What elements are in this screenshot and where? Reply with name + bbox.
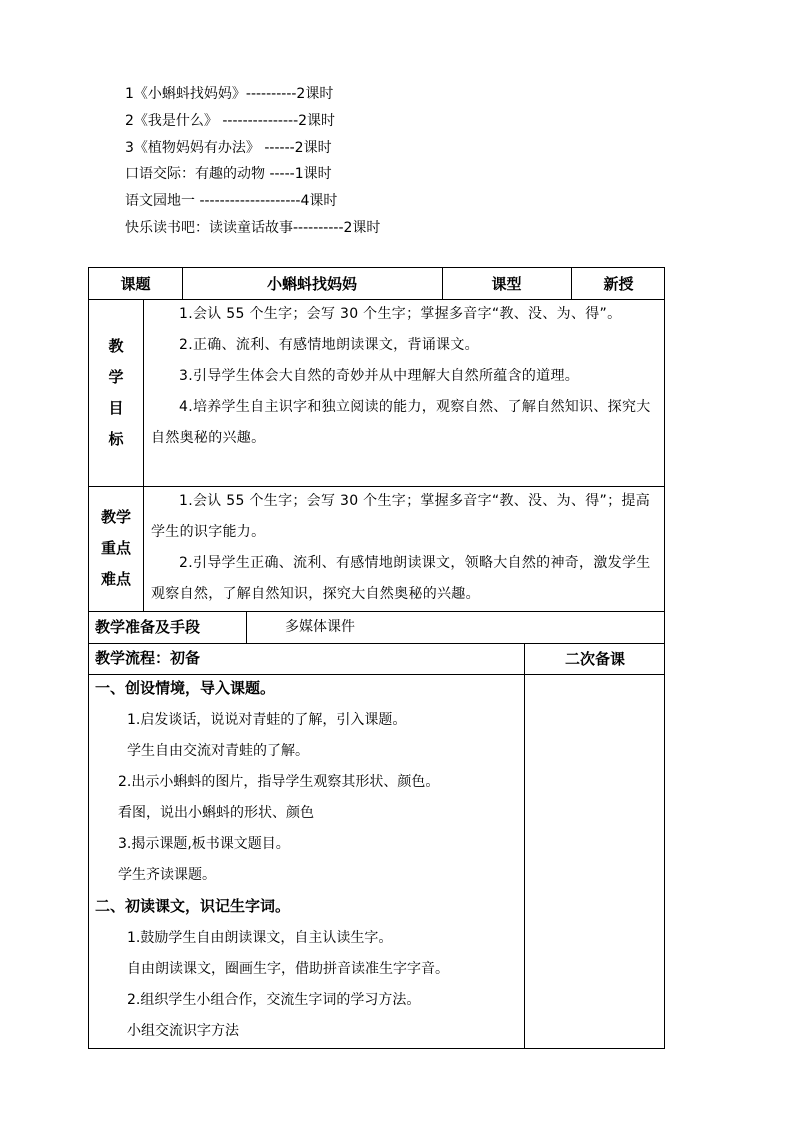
preparation-label: 教学准备及手段 [95,618,201,636]
lesson-plan-table [88,267,665,1049]
keypoints-label: 教学 重点 难点 [100,508,131,588]
second-prep-label: 二次备课 [564,650,625,668]
goal-item: 3.引导学生体会大自然的奇妙并从中理解大自然所蕴含的道理。 [179,368,580,384]
schedule-item: 1《小蝌蚪找妈妈》----------2课时 [125,86,334,102]
flow-content [89,674,524,1049]
topic-label: 课题 [120,275,151,293]
second-prep-content [524,674,666,1049]
flow-step: 1.启发谈话，说说对青蛙的了解，引入课题。 [127,712,407,728]
lesson-schedule [125,81,380,242]
col-divider [246,611,247,643]
schedule-item: 快乐读书吧：读读童话故事----------2课时 [125,219,381,236]
type-label: 课型 [491,275,522,293]
topic-value: 小蝌蚪找妈妈 [266,275,357,293]
schedule-item: 口语交际：有趣的动物 -----1课时 [125,166,332,183]
flow-step: 2.出示小蝌蚪的图片，指导学生观察其形状、颜色。 [118,774,440,790]
keypoints-content [143,486,666,611]
flow-step: 1.鼓励学生自由朗读课文，自主认读生字。 [127,930,393,946]
flow-label: 教学流程：初备 [95,649,201,667]
preparation-value: 多媒体课件 [285,619,355,635]
goal-item: 1.会认 55 个生字；会写 30 个生字；掌握多音字“教、没、为、得”。 [179,306,622,322]
keypoint-item: 2.引导学生正确、流利、有感情地朗读课文，领略大自然的神奇，激发学生观察自然，了解自然知识，探究大自然奥秘的兴趣。 [151,555,651,602]
goal-item: 4.培养学生自主识字和独立阅读的能力，观察自然、了解自然知识、探究大自然奥秘的兴趣。 [151,399,651,446]
flow-activity: 看图，说出小蝌蚪的形状、颜色 [118,805,314,821]
goal-item: 2.正确、流利、有感情地朗读课文，背诵课文。 [179,337,479,353]
schedule-item: 3《植物妈妈有办法》 ------2课时 [125,139,332,156]
goals-label: 教 学 目 标 [108,336,124,448]
goals-content [143,299,666,486]
flow-activity: 小组交流识字方法 [127,1023,239,1039]
keypoint-item: 1.会认 55 个生字；会写 30 个生字；掌握多音字“教、没、为、得”；提高学生的识字能力。 [151,493,650,540]
flow-activity: 学生齐读课题。 [118,867,216,883]
flow-step: 2.组织学生小组合作，交流生字词的学习方法。 [127,992,421,1008]
schedule-item: 语文园地一 --------------------4课时 [125,193,338,210]
schedule-item: 2《我是什么》 ---------------2课时 [125,112,336,129]
flow-section-heading: 一、创设情境，导入课题。 [95,679,276,697]
flow-activity: 学生自由交流对青蛙的了解。 [127,743,309,759]
flow-activity: 自由朗读课文，圈画生字，借助拼音读准生字字音。 [127,961,449,977]
flow-section-heading: 二、初读课文，识记生字词。 [95,897,291,915]
type-value: 新授 [603,275,634,293]
flow-step: 3.揭示课题,板书课文题目。 [118,836,290,852]
